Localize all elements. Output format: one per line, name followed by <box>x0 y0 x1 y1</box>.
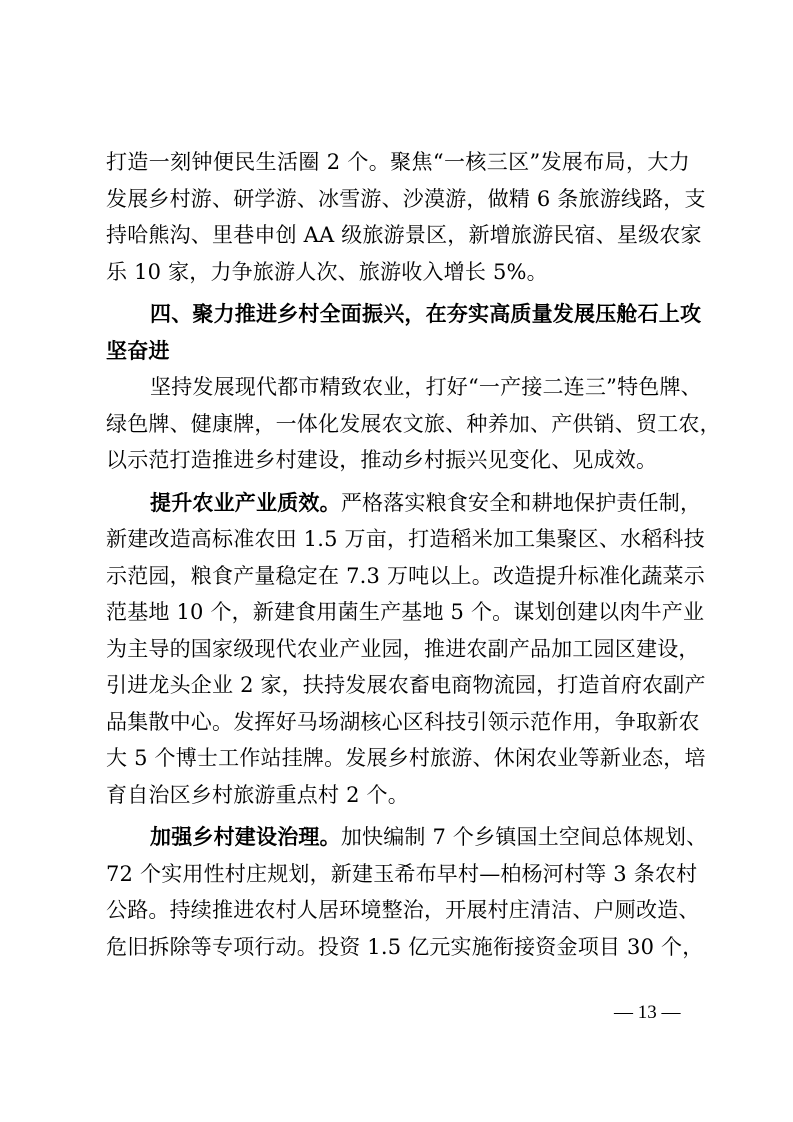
text-line: 引进龙头企业 2 家，扶持发展农畜电商物流园，打造首府农副产 <box>106 673 706 697</box>
text-line: 坚持发展现代都市精致农业，打好“一产接二连三”特色牌、 <box>150 375 702 399</box>
text-line: 72 个实用性村庄规划，新建玉希布早村—柏杨河村等 3 条农村 <box>106 861 698 886</box>
text-line: 以示范打造推进乡村建设，推动乡村振兴见变化、见成效。 <box>106 448 658 472</box>
text-line: 乐 10 家，力争旅游人次、旅游收入增长 5%。 <box>106 259 548 284</box>
text-line <box>106 485 702 522</box>
text-line: 范基地 10 个，新建食用菌生产基地 5 个。谋划创建以肉牛产业 <box>106 600 705 624</box>
text-line: 新建改造高标准农田 1.5 万亩，打造稻米加工集聚区、水稻科技 <box>106 527 705 551</box>
paragraph-text: 严格落实粮食安全和耕地保护责任制， <box>340 490 702 515</box>
text-line: 公路。持续推进农村人居环境整治，开展村庄清洁、户厕改造、 <box>106 898 700 922</box>
text-line: 绿色牌、健康牌，一体化发展农文旅、种养加、产供销、贸工农， <box>106 411 721 436</box>
paragraph-rural-construction <box>106 819 708 965</box>
paragraph-lead: 提升农业产业质效。 <box>150 489 341 515</box>
text-line: 大 5 个博士工作站挂牌。发展乡村旅游、休闲农业等新业态，培 <box>106 746 706 770</box>
heading-line: 坚奋进 <box>106 337 170 363</box>
text-line: 发展乡村游、研学游、冰雪游、沙漠游，做精 6 条旅游线路，支 <box>106 186 706 211</box>
paragraph-agriculture <box>106 485 706 814</box>
paragraph-intro <box>106 369 721 479</box>
section-heading <box>106 296 702 369</box>
text-line: 品集散中心。发挥好马场湖核心区科技引领示范作用，争取新农 <box>106 709 700 734</box>
text-line <box>106 819 708 856</box>
text-line: 育自治区乡村旅游重点村 2 个。 <box>106 782 409 807</box>
text-line: 持哈熊沟、里巷申创 AA 级旅游景区，新增旅游民宿、星级农家 <box>106 223 702 247</box>
text-line: 危旧拆除等专项行动。投资 1.5 亿元实施衔接资金项目 30 个， <box>106 934 704 959</box>
page-body <box>106 144 721 965</box>
paragraph-text: 加快编制 7 个乡镇国土空间总体规划、 <box>340 825 708 849</box>
text-line: 打造一刻钟便民生活圈 2 个。聚焦“一核三区”发展布局，大力 <box>106 150 690 174</box>
text-line: 示范园，粮食产量稳定在 7.3 万吨以上。改造提升标准化蔬菜示 <box>106 563 705 588</box>
text-line: 为主导的国家级现代农业产业园，推进农副产品加工园区建设， <box>106 636 700 661</box>
paragraph-tourism <box>106 144 706 290</box>
paragraph-lead: 加强乡村建设治理。 <box>150 824 341 849</box>
heading-line: 四、聚力推进乡村全面振兴，在夯实高质量发展压舱石上攻 <box>150 301 702 326</box>
page-number: — 13 — <box>614 1002 681 1023</box>
